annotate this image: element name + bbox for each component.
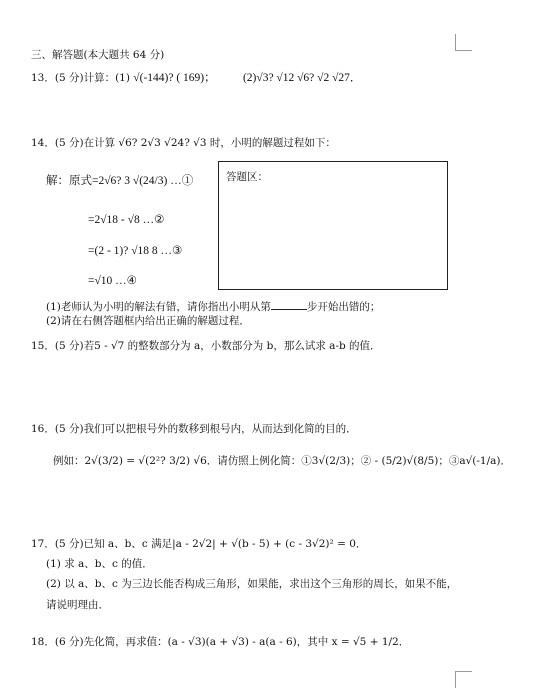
q16-stem: 16．(5 分)我们可以把根号外的数移到根号内，从而达到化简的目的．	[31, 423, 357, 435]
section-title: 三、解答题(本大题共 64 分)	[31, 49, 165, 61]
q14-step-2: =2√18 - √8 …②	[88, 214, 165, 226]
q13-expression-2: (2)√3? √12 √6? √2 √27．	[242, 72, 362, 84]
q17-part-1: (1) 求 a、b、c 的值．	[46, 558, 153, 570]
q14-stem: 14．(5 分)在计算 √6? 2√3 √24? √3 时，小明的解题过程如下：	[31, 137, 336, 149]
q14-part-1-text: (1)老师认为小明的解法有错，请你指出小明从第	[46, 301, 271, 313]
question-13	[31, 73, 361, 85]
q14-step-3: =(2 - 1)? √18 8 …③	[88, 245, 183, 257]
fill-in-blank[interactable]	[271, 300, 307, 310]
q14-part-1-end: 步开始出错的；	[306, 301, 381, 313]
page-corner-mark-bottom	[455, 671, 472, 688]
page-corner-mark-top	[455, 34, 472, 51]
q15-stem: 15．(5 分)若5 - √7 的整数部分为 a，小数部分为 b，那么试求 a-b 的值．	[31, 340, 381, 352]
q14-step-4: =√10 …④	[88, 275, 137, 287]
answer-box-label: 答题区：	[226, 171, 268, 183]
q17-part-2: (2) 以 a、b、c 为三边长能否构成三角形，如果能，求出这个三角形的周长，如果不能，	[46, 578, 458, 590]
answer-box[interactable]	[218, 161, 448, 290]
q14-step-1: 解：原式=2√6? 3 √(24/3) …①	[46, 175, 194, 187]
q16-example: 例如：2√(3/2) = √(2²? 3/2) √6．请仿照上例化简：①3√(2/3)；② - (5/2)√(8/5)；③a√(-1/a)．	[53, 455, 512, 467]
q13-stem: 13．(5 分)计算：(1)	[31, 72, 130, 84]
q17-stem: 17．(5 分)已知 a、b、c 满足|a - 2√2| + √(b - 5) + (c - 3√2)² = 0．	[31, 538, 367, 550]
q17-part-2-continued: 请说明理由．	[46, 599, 109, 611]
q18-stem: 18．(6 分)先化简，再求值：(a - √3)(a + √3) - a(a - 6)，其中 x = √5 + 1/2．	[31, 636, 410, 648]
q14-part-2: (2)请在右侧答题框内给出正确的解题过程．	[46, 315, 250, 327]
q14-part-1	[46, 300, 380, 313]
q13-expression-1: √(-144)? ( 169)；	[133, 72, 216, 84]
